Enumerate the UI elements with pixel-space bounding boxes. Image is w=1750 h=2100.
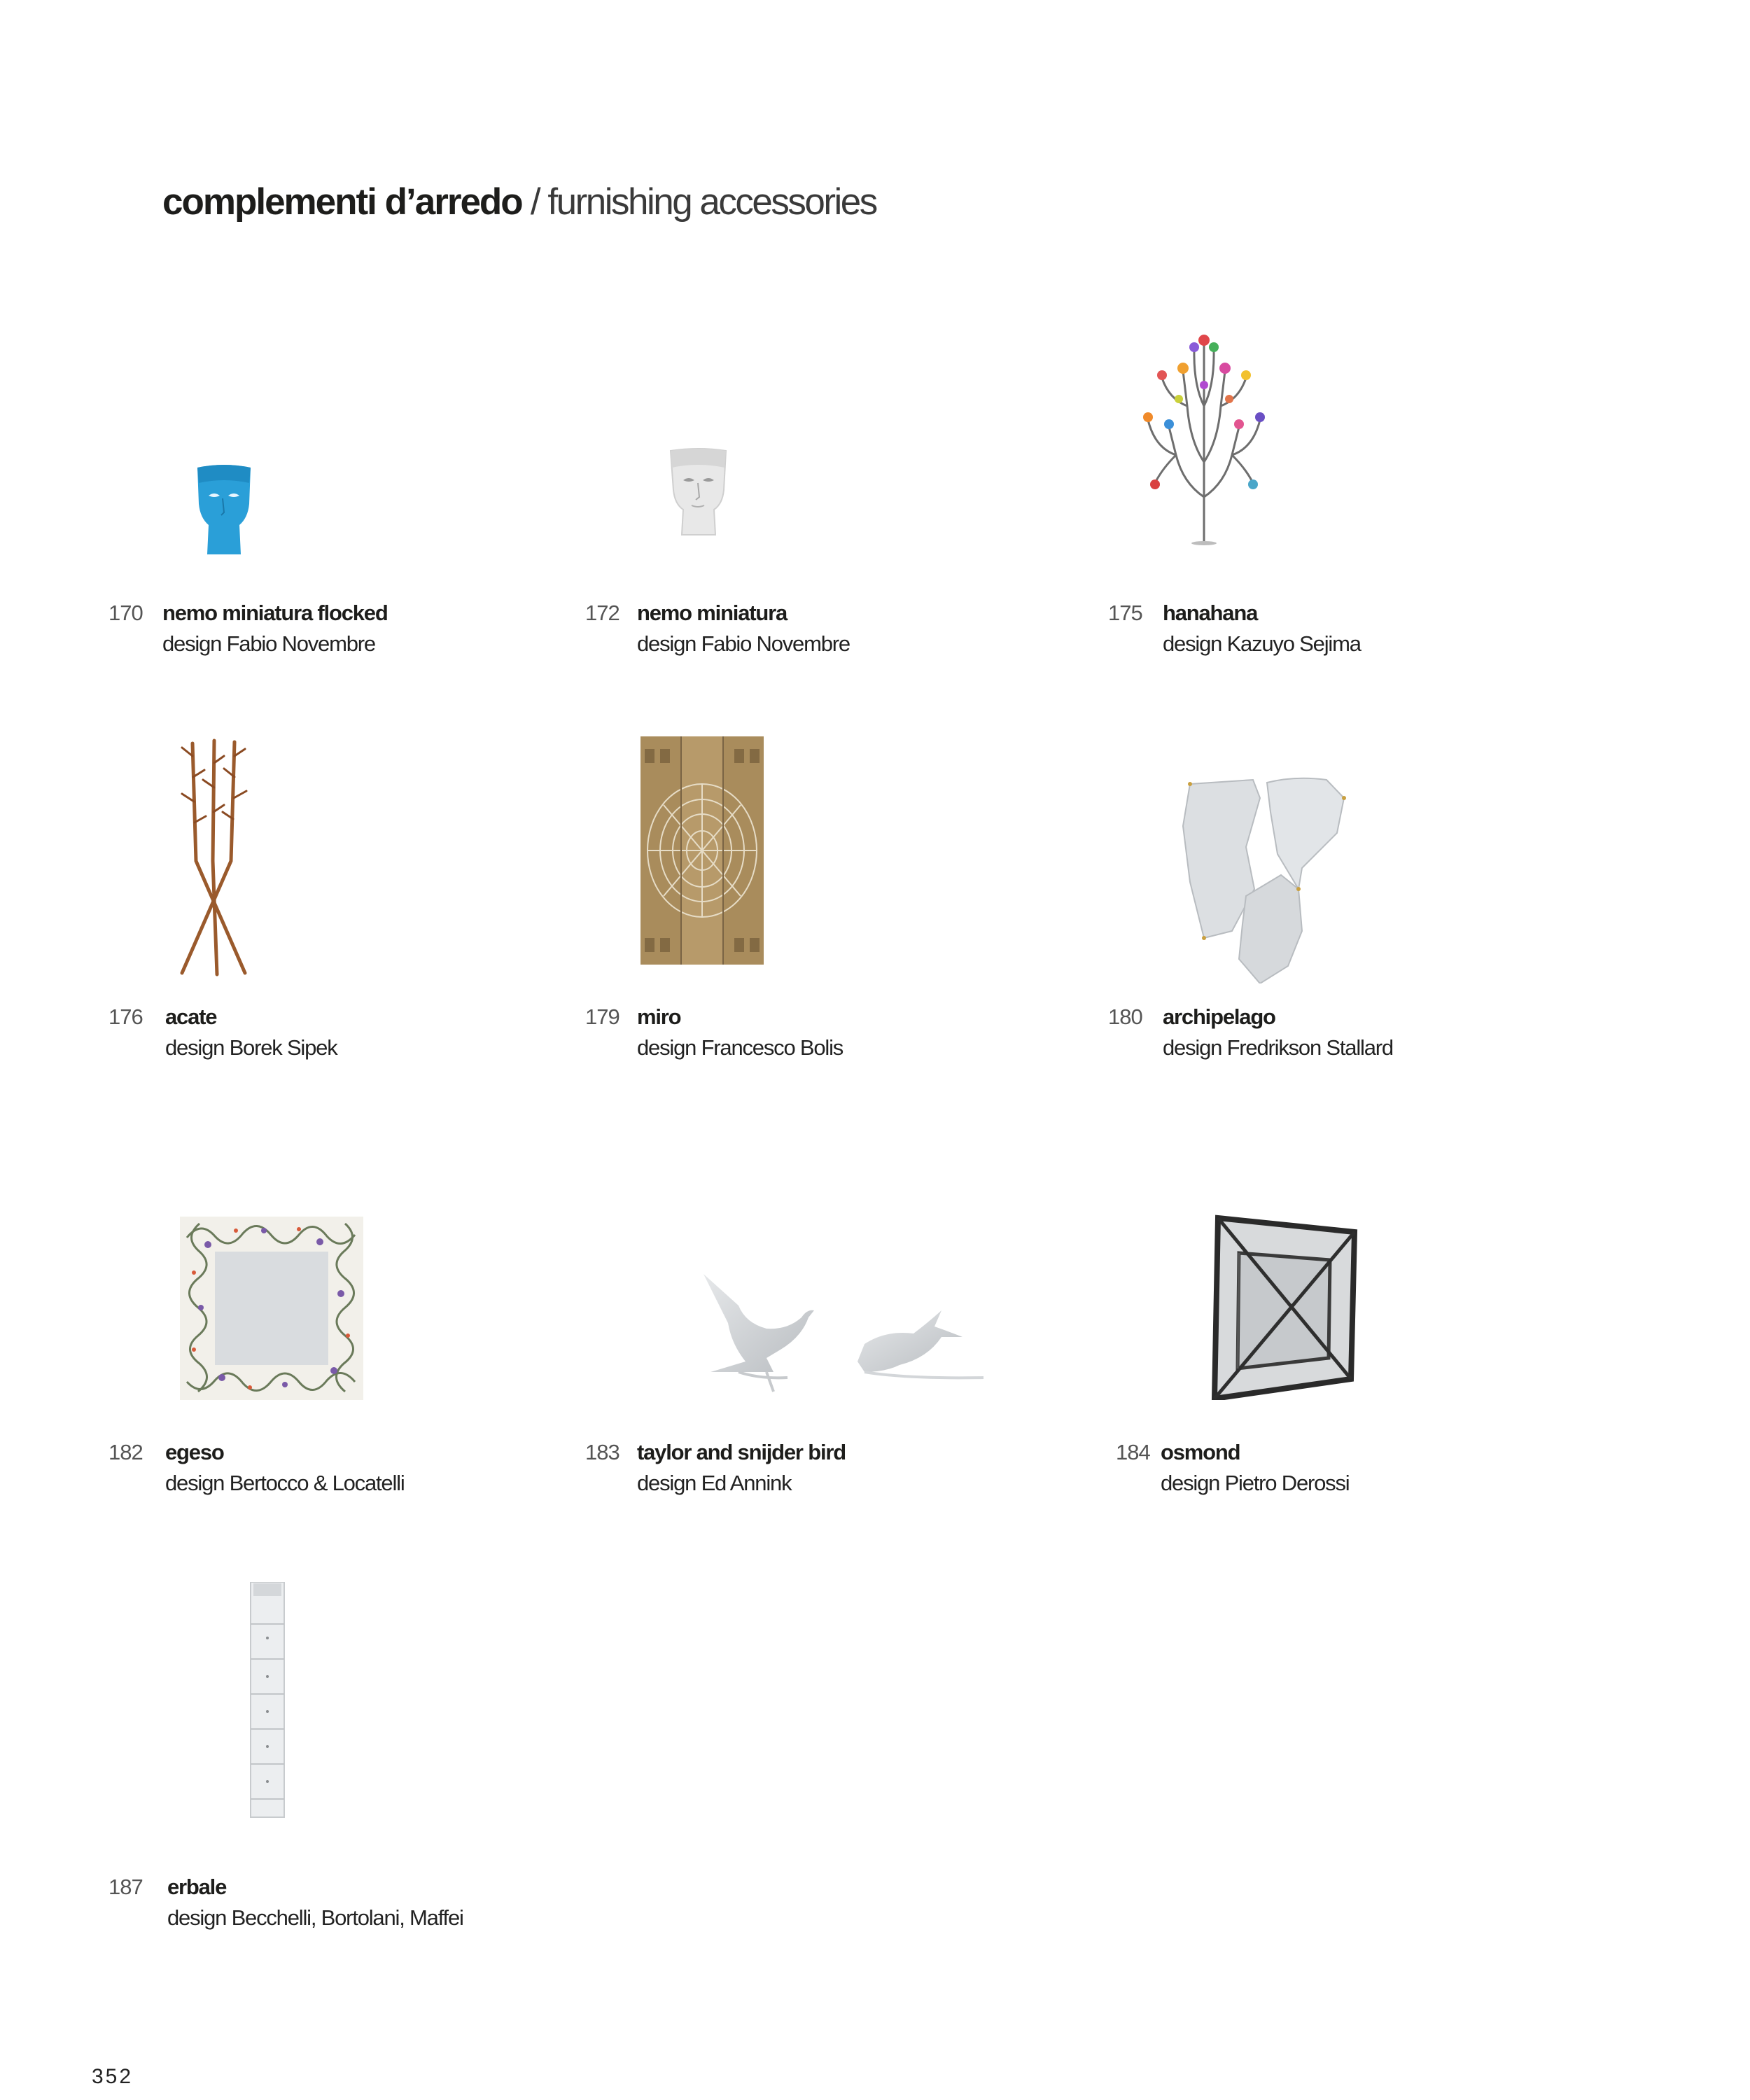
item-designer: design Borek Sipek [165,1035,337,1060]
vertical-mirror-strip-icon [246,1582,288,1820]
item-name: osmond [1161,1440,1240,1464]
square-frame-mirror-icon [1211,1211,1362,1400]
item-name: taylor and snijder bird [637,1440,846,1464]
blue-mask-head-icon [189,462,259,556]
item-designer: design Bertocco & Locatelli [165,1471,405,1495]
item-number: 182 [108,1440,143,1464]
item-number: 183 [585,1440,620,1464]
heading-italian: complementi d’arredo [162,181,522,223]
item-name: miro [637,1004,681,1029]
item-name: egeso [165,1440,224,1464]
flower-tree-icon [1134,322,1274,546]
item-number: 184 [1116,1440,1150,1464]
item-number: 180 [1108,1004,1142,1029]
item-name: hanahana [1163,601,1258,625]
branch-coat-stand-icon [168,735,259,976]
item-designer: design Kazuyo Sejima [1163,631,1361,656]
item-designer: design Francesco Bolis [637,1035,844,1060]
item-number: 170 [108,601,143,625]
folding-screen-icon [639,735,765,966]
bird-mirrors-icon [696,1267,990,1393]
mirror-shards-icon [1176,770,1351,983]
item-number: 172 [585,601,620,625]
heading-english: / furnishing accessories [522,181,876,223]
item-name: nemo miniatura [637,601,788,625]
item-name: erbale [167,1875,227,1899]
item-name: acate [165,1004,217,1029]
item-designer: design Becchelli, Bortolani, Maffei [167,1905,463,1930]
white-mask-head-icon [665,447,732,538]
item-name: archipelago [1163,1004,1275,1029]
item-name: nemo miniatura flocked [162,601,388,625]
item-number: 187 [108,1875,143,1899]
item-designer: design Pietro Derossi [1161,1471,1350,1495]
item-designer: design Ed Annink [637,1471,792,1495]
item-designer: design Fabio Novembre [637,631,850,656]
item-number: 175 [1108,601,1142,625]
floral-frame-mirror-icon [180,1217,363,1400]
item-designer: design Fredrikson Stallard [1163,1035,1393,1060]
page-heading [162,181,876,223]
page-number: 352 [92,2065,134,2088]
item-number: 176 [108,1004,143,1029]
item-number: 179 [585,1004,620,1029]
item-designer: design Fabio Novembre [162,631,375,656]
